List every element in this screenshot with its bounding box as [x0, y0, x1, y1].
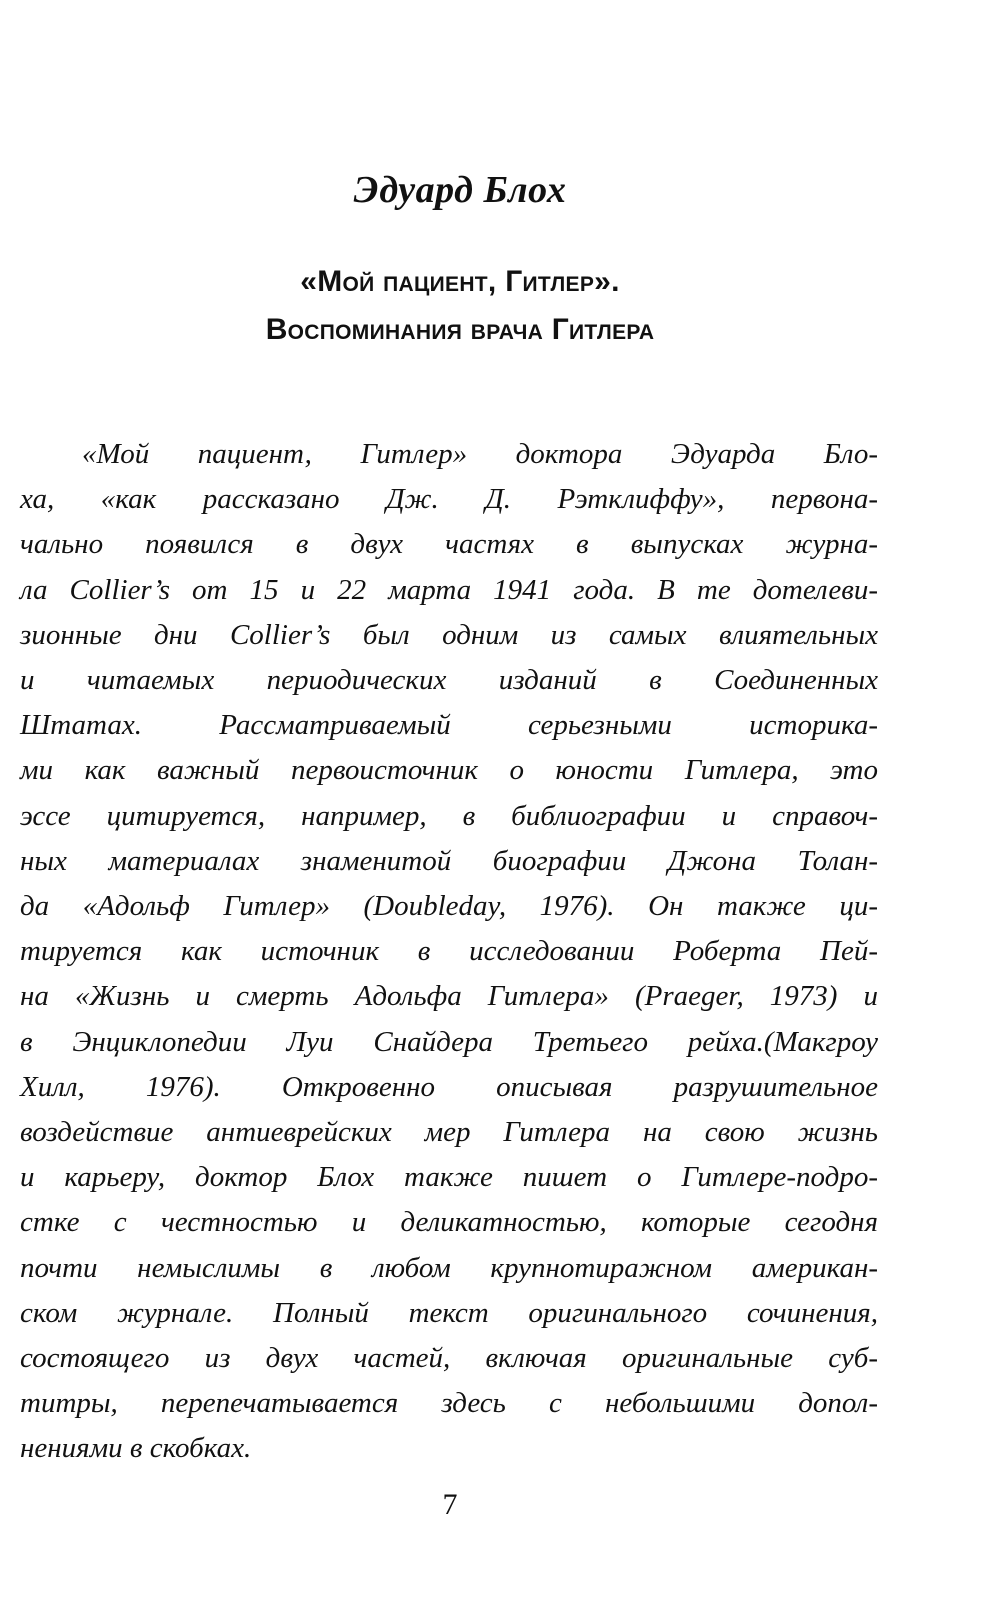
paragraph-line: «Мой пациент, Гитлер» доктора Эдуарда Бло- — [82, 438, 878, 470]
paragraph-line: тируется как источник в исследовании Роберта Пей- — [20, 935, 878, 968]
paragraph-line: Штатах. Рассматриваемый серьезными историка- — [20, 709, 878, 742]
paragraph-line: чально появился в двух частях в выпусках журна- — [20, 528, 878, 561]
paragraph-line: ла Collier’s от 15 и 22 марта 1941 года. В те дотелеви- — [20, 573, 878, 606]
paragraph-line: Хилл, 1976). Откровенно описывая разрушительное — [20, 1070, 878, 1103]
paragraph-line: и читаемых периодических изданий в Соединенных — [20, 664, 878, 697]
paragraph-line: ных материалах знаменитой биографии Джона Толан- — [20, 844, 878, 877]
paragraph-line: и карьеру, доктор Блох также пишет о Гитлере-подро- — [20, 1161, 878, 1194]
chapter-title — [0, 258, 920, 354]
paragraph-line: воздействие антиеврейских мер Гитлера на свою жизнь — [20, 1116, 878, 1149]
paragraph-line: эссе цитируется, например, в библиографии и справоч- — [20, 799, 878, 832]
paragraph-line: зионные дни Collier’s был одним из самых влиятельных — [20, 618, 878, 651]
chapter-title-line-2: Воспоминания врача Гитлера — [265, 313, 655, 346]
paragraph-line: да «Адольф Гитлер» (Doubleday, 1976). Он также ци- — [20, 890, 878, 923]
paragraph-line: стке с честностью и деликатностью, которые сегодня — [20, 1206, 878, 1239]
paragraph-line: почти немыслимы в любом крупнотиражном американ- — [20, 1251, 878, 1284]
paragraph-line: титры, перепечатывается здесь с небольшими допол- — [20, 1387, 878, 1420]
paragraph-line: в Энциклопедии Луи Снайдера Третьего рейха.(Макгроу — [20, 1025, 878, 1058]
paragraph-line: ха, «как рассказано Дж. Д. Рэтклиффу», первона- — [20, 483, 878, 516]
chapter-title-line-1: «Мой пациент, Гитлер». — [300, 265, 620, 298]
author-heading: Эдуард Блох — [353, 169, 567, 211]
paragraph-line: состоящего из двух частей, включая оригинальные суб- — [20, 1342, 878, 1375]
body-paragraph — [20, 432, 878, 1472]
paragraph-line: на «Жизнь и смерть Адольфа Гитлера» (Praeger, 1973) и — [20, 980, 878, 1013]
page-number: 7 — [442, 1488, 458, 1521]
paragraph-line: нениями в скобках. — [20, 1432, 252, 1465]
paragraph-line: ском журнале. Полный текст оригинального сочинения, — [20, 1296, 878, 1329]
paragraph-line: ми как важный первоисточник о юности Гитлера, это — [20, 754, 878, 787]
